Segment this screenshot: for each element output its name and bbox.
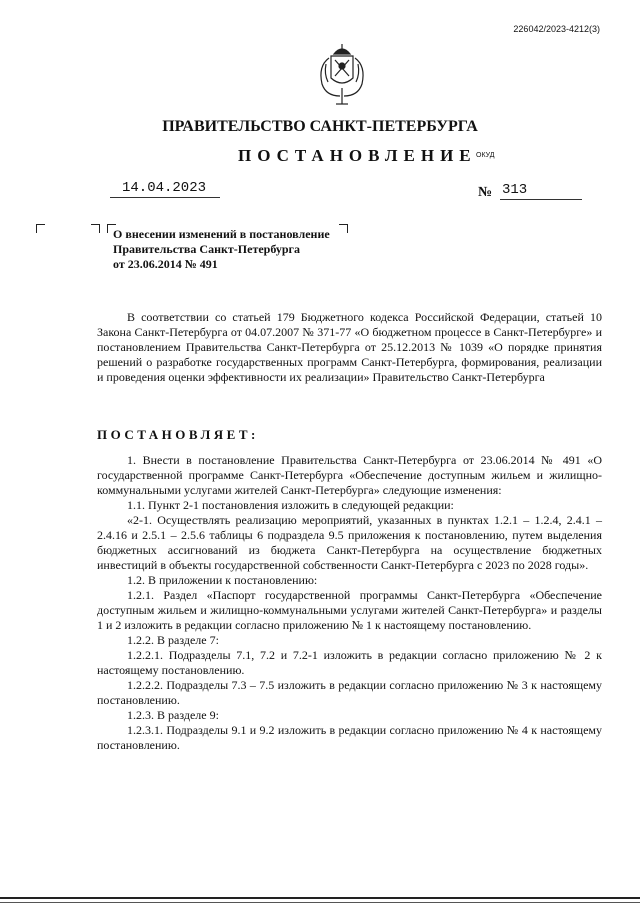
- footer-rule-thin: [0, 902, 640, 903]
- body-paragraph: 1.2.3. В разделе 9:: [127, 708, 219, 722]
- body-paragraph: 1. Внести в постановление Правительства Санкт-Петербурга от 23.06.2014 № 491 «О государственной программе Санкт-Петербурга «Обеспечение доступным жильем и жилищно-коммунальными услугами жителей Санкт-Петербурга» следующие изменения:: [97, 453, 602, 497]
- body-paragraph: 1.1. Пункт 2-1 постановления изложить в следующей редакции:: [127, 498, 454, 512]
- body-paragraph: 1.2. В приложении к постановлению:: [127, 573, 318, 587]
- subject-line: от 23.06.2014 № 491: [113, 257, 218, 271]
- subject-bracket-left: [36, 224, 45, 233]
- document-id: 226042/2023-4212(3): [513, 24, 600, 34]
- body-paragraph: 1.2.1. Раздел «Паспорт государственной программы Санкт-Петербурга «Обеспечение доступным жильем и жилищно-коммунальными услугами жителей Санкт-Петербурга» и разделы 1 и 2 изложить в редакции согласно приложению № 1 к настоящему постановлению.: [97, 588, 602, 632]
- decree-date: 14.04.2023: [122, 180, 207, 196]
- body-paragraph: 1.2.2.1. Подразделы 7.1, 7.2 и 7.2-1 изложить в редакции согласно приложению № 2 к настоящему постановлению.: [97, 648, 602, 677]
- body-paragraph: 1.2.3.1. Подразделы 9.1 и 9.2 изложить в редакции согласно приложению № 4 к настоящему постановлению.: [97, 723, 602, 752]
- body-paragraph: 1.2.2. В разделе 7:: [127, 633, 219, 647]
- body-paragraph: 1.2.2.2. Подразделы 7.3 – 7.5 изложить в редакции согласно приложению № 3 к настоящему постановлению.: [97, 678, 602, 707]
- subject-bracket-right-inner: [339, 224, 348, 233]
- number-underline: [500, 199, 582, 200]
- date-underline: [110, 197, 220, 198]
- subject-line: О внесении изменений в постановление: [113, 227, 330, 241]
- preamble-paragraph: В соответствии со статьей 179 Бюджетного кодекса Российской Федерации, статьей 10 Закона Санкт-Петербурга от 04.07.2007 № 371-77 «О бюджетном процессе в Санкт-Петербурге» и постановлением Правительства Санкт-Петербурга от 25.12.2013 № 1039 «О порядке принятия решений о разработке государственных программ Санкт-Петербурга, формирования, реализации и проведения оценки эффективности их реализации» Правительство Санкт-Петербурга: [97, 310, 602, 384]
- resolves-heading: ПОСТАНОВЛЯЕТ:: [97, 427, 259, 442]
- okud-label: ОКУД: [476, 152, 495, 159]
- subject-bracket-right: [91, 224, 100, 233]
- footer-rule: [0, 897, 640, 899]
- decree-number: 313: [502, 182, 528, 198]
- decree-body: [97, 453, 602, 753]
- body-paragraph: «2-1. Осуществлять реализацию мероприятий, указанных в пунктах 1.2.1 – 1.2.4, 2.4.1 – 2.4.16 и 2.5.1 – 2.5.6 таблицы 6 подраздела 9.5 приложения к постановлению, путем выделения бюджетных ассигнований из бюджета Санкт-Петербурга на осуществление бюджетных инвестиций в объекты государственной собственности Санкт-Петербурга с 2023 по 2028 годы».: [97, 513, 602, 572]
- government-title: ПРАВИТЕЛЬСТВО САНКТ-ПЕТЕРБУРГА: [162, 118, 478, 135]
- document-type-title: ПОСТАНОВЛЕНИЕ: [238, 146, 477, 165]
- coat-of-arms-icon: [312, 44, 372, 106]
- decree-subject: [113, 227, 330, 272]
- number-sign: №: [478, 185, 493, 200]
- subject-line: Правительства Санкт-Петербурга: [113, 242, 301, 256]
